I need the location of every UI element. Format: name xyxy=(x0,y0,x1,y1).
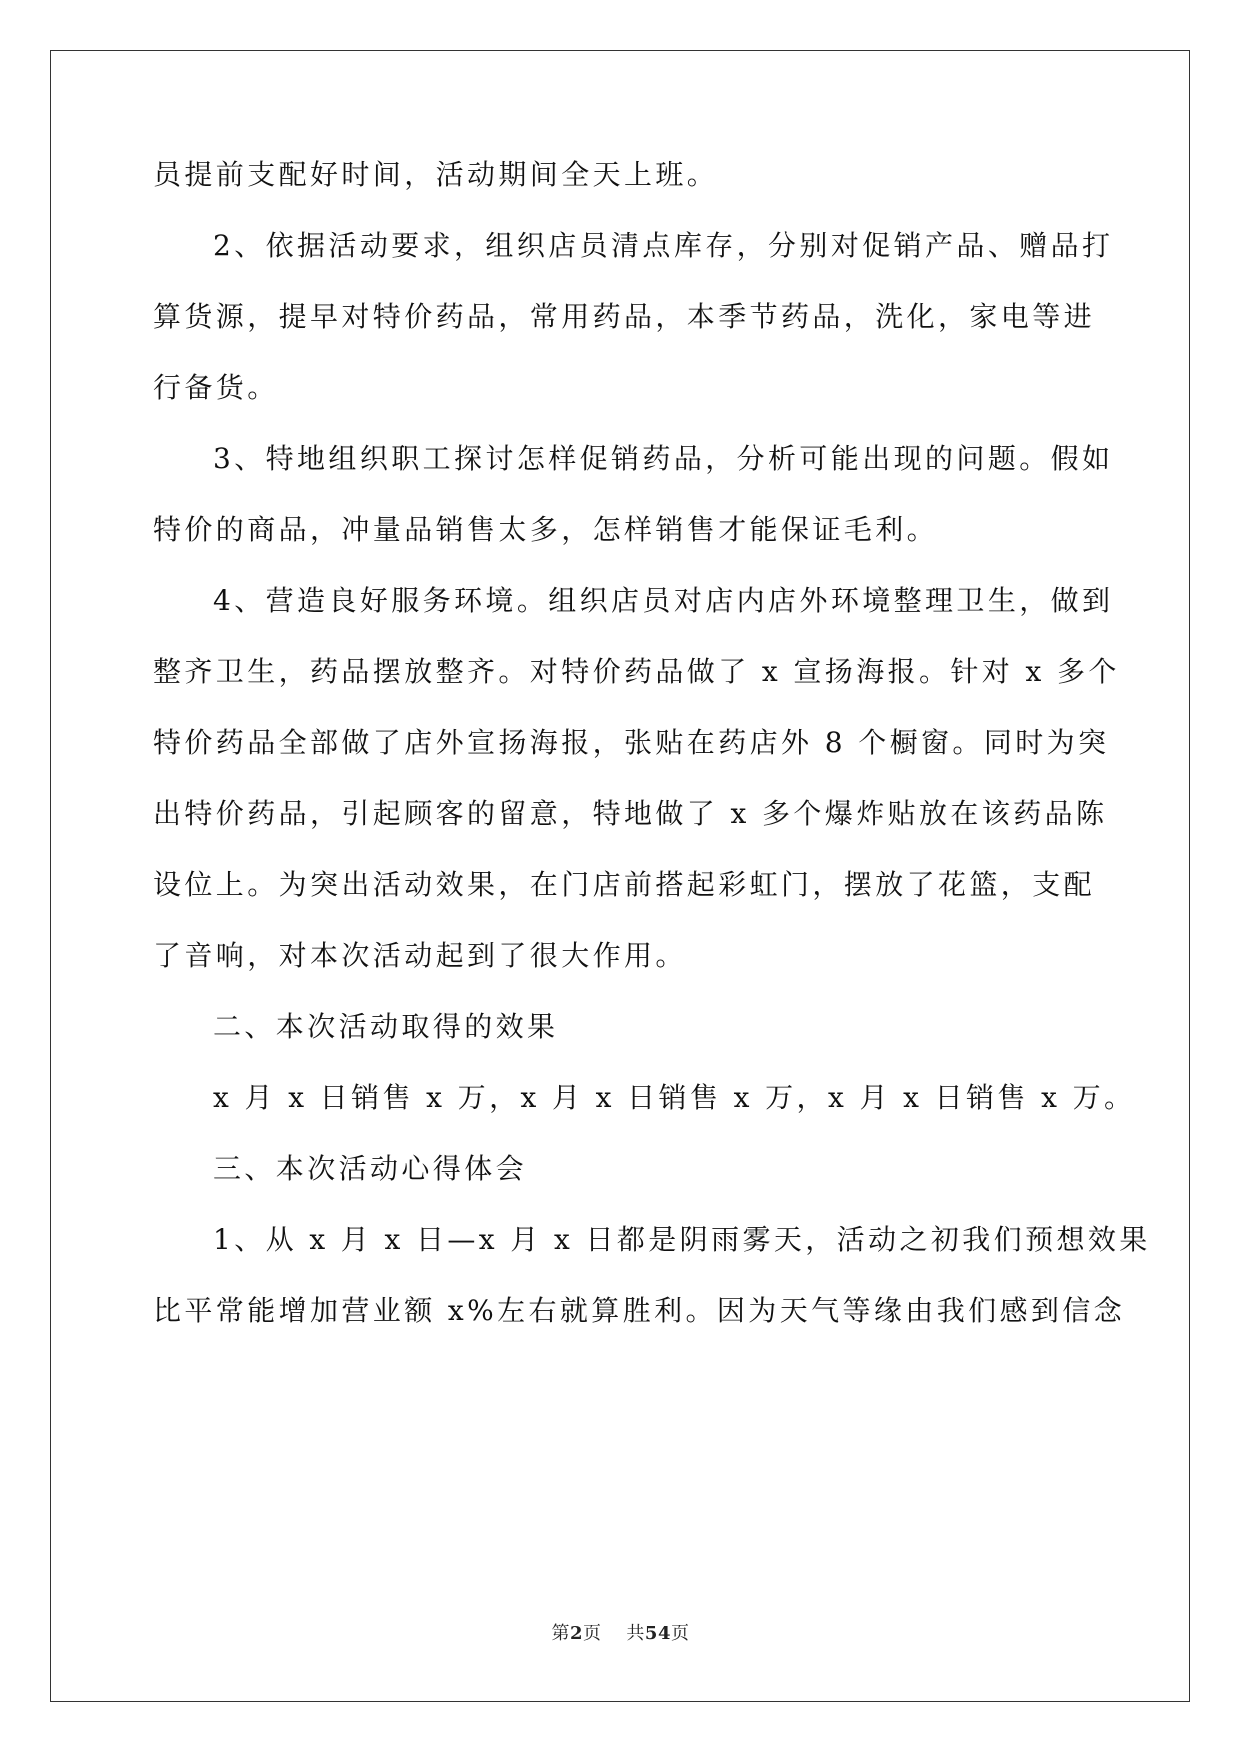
text-line: x 月 x 日销售 x 万，x 月 x 日销售 x 万，x 月 x 日销售 x 万。 xyxy=(213,1081,1136,1114)
total-page-count: 54 xyxy=(644,1623,671,1644)
section-heading: 二、本次活动取得的效果 xyxy=(213,1010,559,1043)
section-heading: 三、本次活动心得体会 xyxy=(213,1152,528,1185)
text-line: 行备货。 xyxy=(153,371,279,404)
text-line: 1、从 x 月 x 日—x 月 x 日都是阴雨雾天，活动之初我们预想效果 xyxy=(213,1223,1151,1256)
text-line: 设位上。为突出活动效果，在门店前搭起彩虹门，摆放了花篮，支配 xyxy=(153,868,1096,901)
text-line: 2、依据活动要求，组织店员清点库存，分别对促销产品、赠品打 xyxy=(213,229,1114,262)
text-line: 比平常能增加营业额 x%左右就算胜利。因为天气等缘由我们感到信念 xyxy=(153,1294,1126,1327)
text-line: 特价药品全部做了店外宣扬海报，张贴在药店外 8 个橱窗。同时为突 xyxy=(153,726,1110,759)
text-line: 了音响，对本次活动起到了很大作用。 xyxy=(153,939,687,972)
text-line: 出特价药品，引起顾客的留意，特地做了 x 多个爆炸贴放在该药品陈 xyxy=(153,797,1108,830)
current-page-number: 2 xyxy=(570,1623,584,1644)
text-line: 整齐卫生，药品摆放整齐。对特价药品做了 x 宣扬海报。针对 x 多个 xyxy=(153,655,1120,688)
text-line: 特价的商品，冲量品销售太多，怎样销售才能保证毛利。 xyxy=(153,513,939,546)
footer-total-suffix: 页 xyxy=(670,1623,690,1644)
page-footer xyxy=(0,1622,1241,1646)
footer-total-prefix: 共 xyxy=(626,1623,645,1644)
footer-prefix: 第 xyxy=(551,1623,570,1644)
footer-page-suffix: 页 xyxy=(583,1623,602,1644)
text-line: 算货源，提早对特价药品，常用药品，本季节药品，洗化，家电等进 xyxy=(153,300,1096,333)
text-line: 3、特地组织职工探讨怎样促销药品，分析可能出现的问题。假如 xyxy=(213,442,1114,475)
text-line: 员提前支配好时间，活动期间全天上班。 xyxy=(153,158,719,191)
text-line: 4、营造良好服务环境。组织店员对店内店外环境整理卫生，做到 xyxy=(213,584,1114,617)
